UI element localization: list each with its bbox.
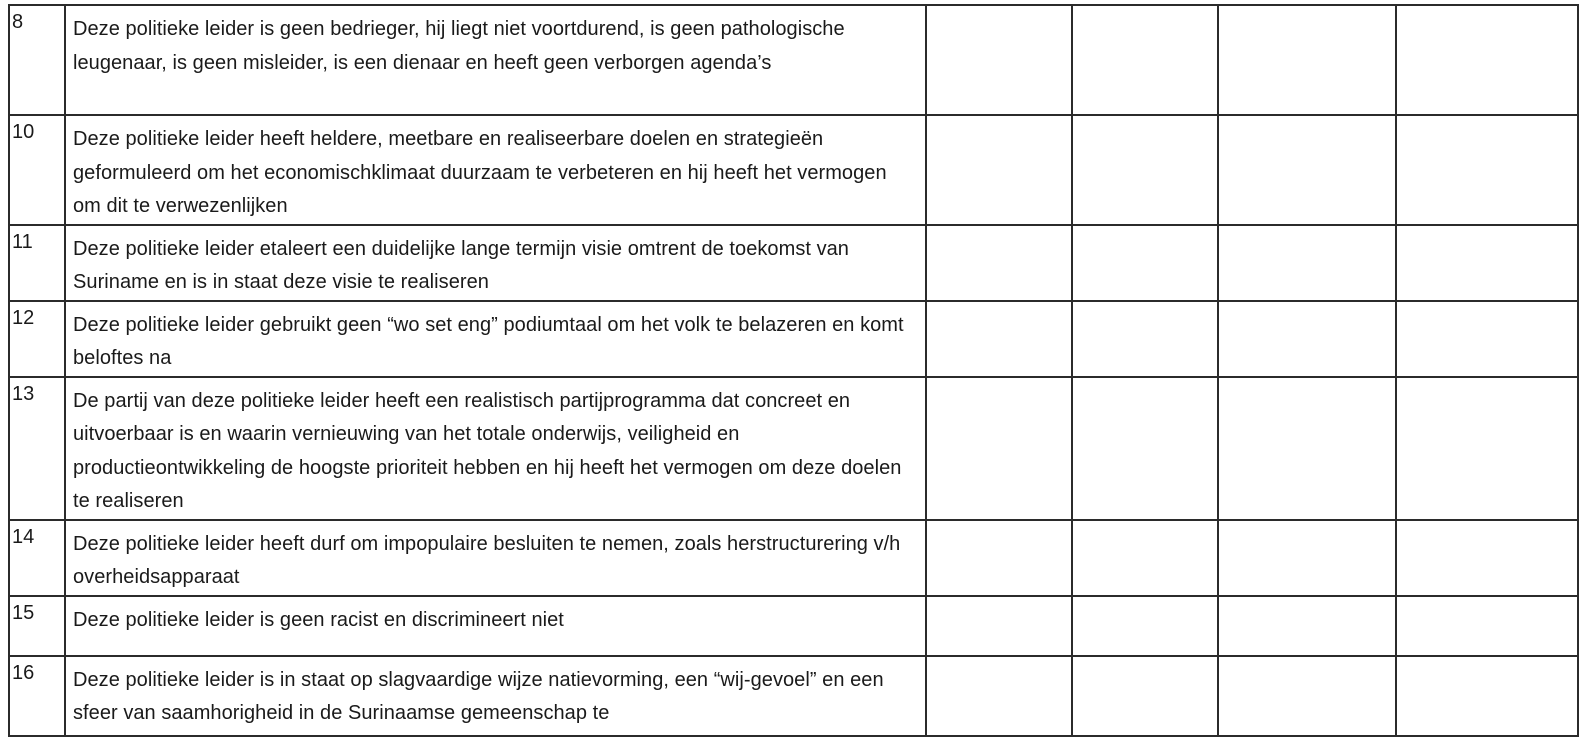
answer-cell[interactable] — [1396, 5, 1578, 115]
answer-cell[interactable] — [1396, 115, 1578, 225]
answer-cell[interactable] — [1396, 656, 1578, 736]
table-row — [9, 596, 1578, 656]
answer-cell[interactable] — [1072, 225, 1218, 301]
row-number: 15 — [9, 596, 65, 656]
answer-cell[interactable] — [926, 115, 1072, 225]
statement-text: Deze politieke leider gebruikt geen “wo set eng” podiumtaal om het volk te belazeren en komt beloftes na — [65, 301, 926, 377]
answer-cell[interactable] — [1218, 596, 1396, 656]
statement-text: Deze politieke leider heeft durf om impopulaire besluiten te nemen, zoals herstructurering v/h overheidsapparaat — [65, 520, 926, 596]
answer-cell[interactable] — [1072, 301, 1218, 377]
row-number: 14 — [9, 520, 65, 596]
answer-cell[interactable] — [1072, 656, 1218, 736]
answer-cell[interactable] — [1218, 520, 1396, 596]
answer-cell[interactable] — [1218, 115, 1396, 225]
answer-cell[interactable] — [1072, 520, 1218, 596]
answer-cell[interactable] — [1072, 115, 1218, 225]
table-row — [9, 5, 1578, 115]
row-number: 13 — [9, 377, 65, 520]
answer-cell[interactable] — [926, 520, 1072, 596]
answer-cell[interactable] — [1396, 520, 1578, 596]
answer-cell[interactable] — [1396, 225, 1578, 301]
answer-cell[interactable] — [926, 596, 1072, 656]
table-row — [9, 377, 1578, 520]
statement-text: Deze politieke leider heeft heldere, meetbare en realiseerbare doelen en strategieën geformuleerd om het economischklimaat duurzaam te verbeteren en hij heeft het vermogen om dit te verwezenlijken — [65, 115, 926, 225]
answer-cell[interactable] — [1218, 301, 1396, 377]
answer-cell[interactable] — [926, 5, 1072, 115]
statement-text: Deze politieke leider is in staat op slagvaardige wijze natievorming, een “wij-gevoel” en een sfeer van saamhorigheid in de Surinaamse gemeenschap te — [65, 656, 926, 736]
answer-cell[interactable] — [1218, 656, 1396, 736]
answer-cell[interactable] — [1072, 377, 1218, 520]
statement-text: Deze politieke leider etaleert een duidelijke lange termijn visie omtrent de toekomst van Suriname en is in staat deze visie te realiseren — [65, 225, 926, 301]
table-row — [9, 115, 1578, 225]
answer-cell[interactable] — [1396, 596, 1578, 656]
table-row — [9, 520, 1578, 596]
answer-cell[interactable] — [1218, 5, 1396, 115]
row-number: 8 — [9, 5, 65, 115]
answer-cell[interactable] — [1218, 377, 1396, 520]
answer-cell[interactable] — [1072, 596, 1218, 656]
statement-text: De partij van deze politieke leider heeft een realistisch partijprogramma dat concreet en uitvoerbaar is en waarin vernieuwing van het totale onderwijs, veiligheid en productieontwikkeling de hoogste prioriteit hebben en hij heeft het vermogen om deze doelen te realiseren — [65, 377, 926, 520]
row-number: 16 — [9, 656, 65, 736]
answer-cell[interactable] — [926, 225, 1072, 301]
statement-text: Deze politieke leider is geen bedrieger, hij liegt niet voortdurend, is geen pathologische leugenaar, is geen misleider, is een dienaar en heeft geen verborgen agenda’s — [65, 5, 926, 115]
answer-cell[interactable] — [1396, 377, 1578, 520]
answer-cell[interactable] — [1396, 301, 1578, 377]
answer-cell[interactable] — [926, 301, 1072, 377]
answer-cell[interactable] — [1072, 5, 1218, 115]
row-number: 10 — [9, 115, 65, 225]
answer-cell[interactable] — [926, 656, 1072, 736]
statement-text: Deze politieke leider is geen racist en discrimineert niet — [65, 596, 926, 656]
survey-table — [8, 4, 1579, 737]
answer-cell[interactable] — [1218, 225, 1396, 301]
table-row — [9, 656, 1578, 736]
table-row — [9, 301, 1578, 377]
answer-cell[interactable] — [926, 377, 1072, 520]
row-number: 11 — [9, 225, 65, 301]
table-row — [9, 225, 1578, 301]
row-number: 12 — [9, 301, 65, 377]
